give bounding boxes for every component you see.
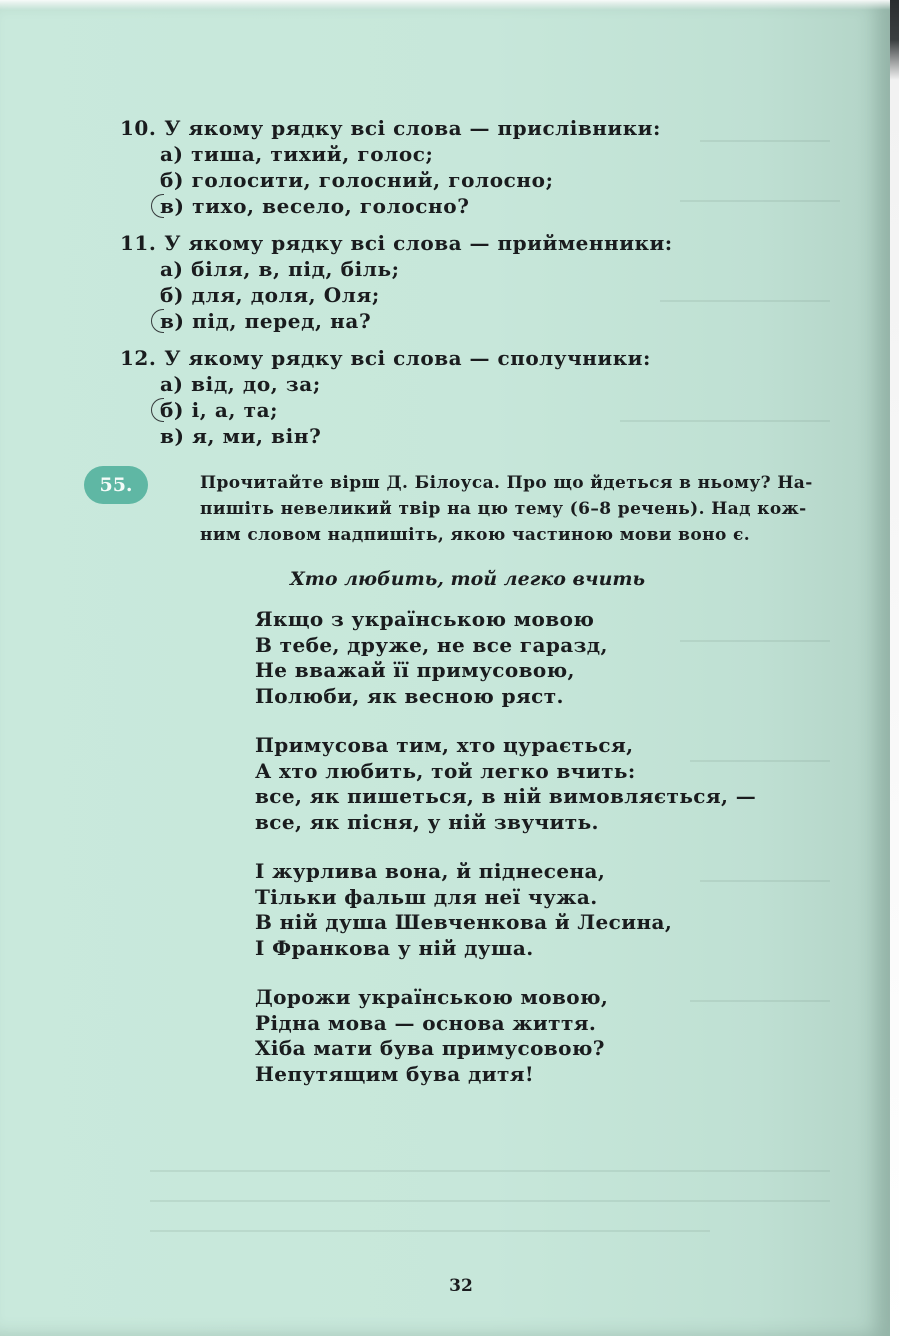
answer-option-a: а) тиша, тихий, голос; (160, 142, 434, 166)
poem-line: В ній душа Шевченкова й Лесина, (255, 910, 673, 935)
page-number: 32 (449, 1276, 473, 1296)
answer-option-b-circled: б) і, а, та; (160, 397, 651, 423)
question-heading (120, 230, 673, 256)
bleed-through-line (150, 1230, 710, 1232)
instruction-line: ним словом надпишіть, якою частиною мови воно є. (200, 525, 751, 545)
bleed-through-line (620, 420, 830, 422)
bleed-through-line (700, 140, 830, 142)
bleed-through-line (660, 300, 830, 302)
poem-line: все, як пісня, у ній звучить. (255, 810, 599, 835)
answer-option-b: б) голосити, голосний, голосно; (160, 168, 554, 192)
exercise-instructions (200, 470, 850, 548)
poem-line: Непутящим бува дитя! (255, 1062, 535, 1087)
bleed-through-line (150, 1200, 830, 1202)
bleed-through-line (700, 880, 830, 882)
poem-line: Полюби, як весною ряст. (255, 684, 564, 709)
question-text: У якому рядку всі слова — прийменники: (164, 231, 673, 255)
instruction-line: пишіть невеликий твір на цю тему (6–8 речень). Над кож- (200, 499, 807, 519)
poem-line: все, як пишеться, в ній вимовляється, — (255, 784, 757, 809)
exercise-number-badge: 55. (84, 466, 148, 504)
question-heading (120, 115, 661, 141)
poem-line: Рідна мова — основа життя. (255, 1010, 597, 1035)
poem-line: Не вважай її примусовою, (255, 658, 575, 683)
question-text: У якому рядку всі слова — сполучники: (164, 346, 651, 370)
poem-line: Примусова тим, хто цурається, (255, 733, 634, 757)
poem-title: Хто любить, той легко вчить (290, 568, 646, 590)
question-10 (120, 115, 661, 219)
page-top-highlight (0, 0, 890, 10)
answer-option-a: а) від, до, за; (160, 372, 321, 396)
question-number: 10. (120, 116, 157, 140)
answer-option-c-circled: в) під, перед, на? (160, 308, 673, 334)
bleed-through-line (680, 640, 830, 642)
poem-line: Хіба мати бува примусовою? (255, 1036, 605, 1061)
poem-stanza-2 (255, 733, 756, 836)
answer-option-c: в) я, ми, він? (160, 424, 322, 448)
question-heading (120, 345, 651, 371)
poem-line: Тільки фальш для неї чужа. (255, 884, 598, 909)
poem-stanza-4 (255, 985, 608, 1088)
answer-option-a: а) біля, в, під, біль; (160, 257, 400, 281)
poem-line: А хто любить, той легко вчить: (255, 758, 636, 783)
bleed-through-line (680, 200, 840, 202)
poem-stanza-1 (255, 607, 608, 710)
question-text: У якому рядку всі слова — прислівники: (164, 116, 661, 140)
book-binding-edge (890, 0, 899, 1336)
poem-line: Якщо з українською мовою (255, 607, 595, 631)
instruction-line: Прочитайте вірш Д. Білоуса. Про що йдеться в ньому? На- (200, 473, 813, 493)
bleed-through-line (150, 1170, 830, 1172)
bleed-through-line (690, 1000, 830, 1002)
question-number: 12. (120, 346, 157, 370)
question-number: 11. (120, 231, 157, 255)
poem-line: І Франкова у ній душа. (255, 936, 534, 961)
answer-option-c-circled: в) тихо, весело, голосно? (160, 193, 661, 219)
poem-line: В тебе, друже, не все гаразд, (255, 632, 608, 657)
question-12 (120, 345, 651, 449)
question-11 (120, 230, 673, 334)
poem-line: І журлива вона, й піднесена, (255, 859, 606, 883)
answer-option-b: б) для, доля, Оля; (160, 283, 380, 307)
poem-stanza-3 (255, 859, 672, 962)
poem-line: Дорожи українською мовою, (255, 985, 609, 1009)
